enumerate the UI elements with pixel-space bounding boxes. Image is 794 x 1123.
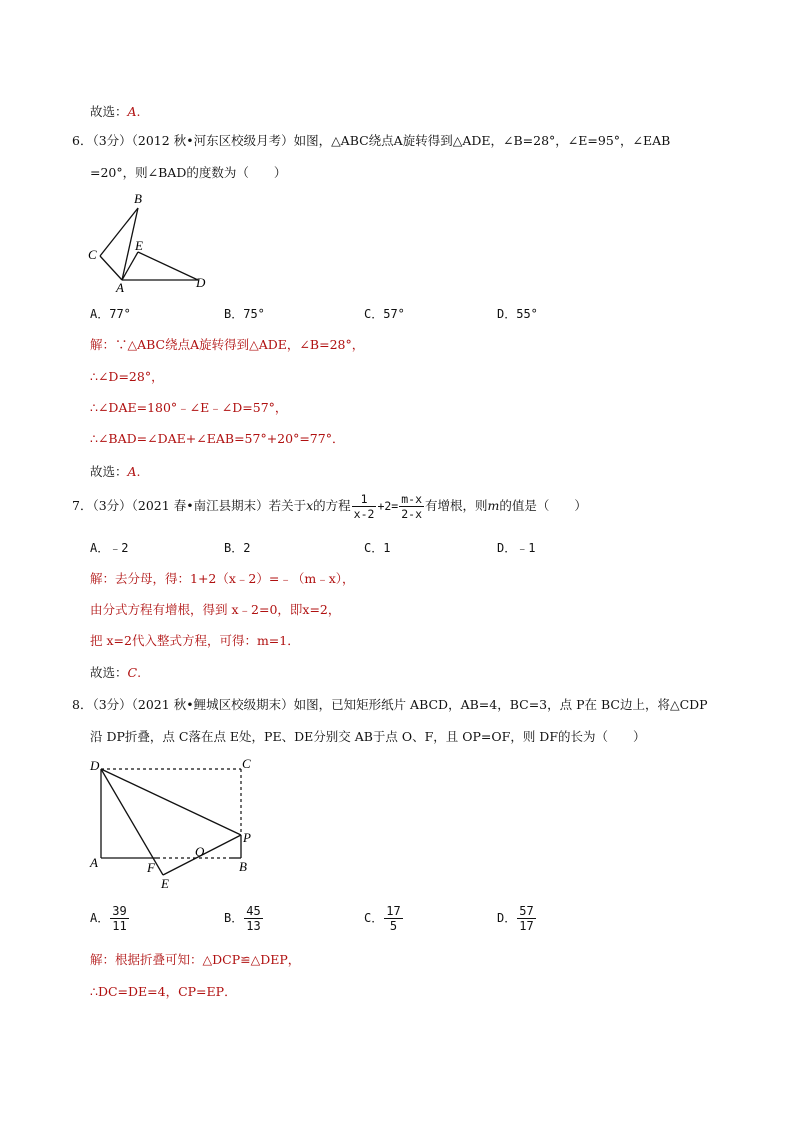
answer-suffix: . (136, 464, 141, 479)
fig8-label-c: C (242, 756, 251, 771)
q6-stem-line1: 6．（3分）（2012 秋•河东区校级月考）如图，△ABC绕点A旋转得到△ADE，∠B=28°，∠E=95°，∠EAB (72, 133, 671, 148)
fig8-label-f: F (147, 860, 155, 875)
q6-solution-line1: 解：∵△ABC绕点A旋转得到△ADE，∠B=28°， (90, 337, 365, 352)
q8-stem-line2: 沿 DP折叠，点 C落在点 E处，PE、DE分别交 AB于点 O、F，且 OP=OF，则 DF的长为（ ） (90, 729, 646, 744)
q6-option-c: C．57° (364, 307, 405, 321)
q6-solution-line3: ∴∠DAE=180°﹣∠E﹣∠D=57°， (90, 400, 288, 415)
q7-fraction-2 (399, 492, 424, 521)
answer-letter: A (127, 464, 137, 479)
fraction-denominator: 2-x (401, 507, 422, 521)
option-fraction (517, 904, 535, 933)
q7-var-m: m (487, 498, 500, 513)
fig8-label-o: O (195, 844, 205, 859)
answer-suffix: . (136, 104, 141, 119)
fig6-label-c: C (88, 247, 97, 262)
q6-figure (80, 188, 220, 296)
q7-stem-post: 有增根，则 (425, 498, 488, 513)
fraction-denominator: 11 (112, 919, 127, 933)
fraction-numerator: 39 (112, 904, 127, 918)
q7-option-a: A．﹣2 (90, 541, 129, 555)
fraction-denominator: 17 (519, 919, 534, 933)
fig8-label-a: A (90, 855, 98, 870)
q6-stem-line2: =20°，则∠BAD的度数为（ ） (90, 165, 287, 180)
fig8-label-b: B (239, 859, 247, 874)
answer-prefix: 故选： (90, 104, 128, 119)
q7-stem-prefix: 7．（3分）（2021 春•南江县期末）若关于 (72, 498, 307, 513)
q8-solution-line1: 解：根据折叠可知：△DCP≌△DEP， (90, 952, 301, 967)
q8-figure (84, 754, 264, 894)
q8-stem-line1: 8．（3分）（2021 秋•鲤城区校级期末）如图，已知矩形纸片 ABCD，AB=4，BC=3，点 P在 BC边上，将△CDP (72, 697, 708, 712)
fig6-label-b: B (134, 191, 142, 206)
option-fraction (110, 904, 128, 933)
fig6-label-e: E (135, 238, 143, 253)
q6-solution-line4: ∴∠BAD=∠DAE+∠EAB=57°+20°=77°． (90, 431, 345, 446)
option-letter: D． (497, 911, 517, 925)
q7-answer-line (90, 665, 141, 681)
option-fraction (384, 904, 402, 933)
q5-answer-line (90, 104, 141, 120)
answer-suffix: . (137, 665, 142, 680)
fig6-label-a: A (116, 280, 124, 295)
fig8-label-d: D (90, 758, 100, 773)
q7-stem-end: 的值是（ ） (499, 498, 587, 513)
q7-var-x: x (306, 498, 314, 513)
q7-option-c: C．1 (364, 541, 391, 555)
q7-option-d: D．﹣1 (497, 541, 536, 555)
fig8-label-p: P (243, 830, 251, 845)
q8-solution-line2: ∴DC=DE=4，CP=EP． (90, 984, 237, 999)
q7-solution-line1: 解：去分母，得：1+2（x﹣2）=﹣（m﹣x）， (90, 571, 355, 586)
q8-option-c (364, 904, 404, 933)
q7-option-b: B．2 (224, 541, 251, 555)
answer-letter: A (127, 104, 137, 119)
fraction-numerator: m-x (401, 492, 422, 506)
fig8-label-e: E (161, 876, 169, 891)
q7-plus: +2= (377, 499, 399, 513)
option-letter: A． (90, 911, 110, 925)
option-letter: B． (224, 911, 244, 925)
q6-option-b: B．75° (224, 307, 265, 321)
q6-answer-line (90, 464, 141, 480)
q7-stem-mid: 的方程 (313, 498, 351, 513)
q6-solution-line2: ∴∠D=28°， (90, 369, 164, 384)
q7-solution-line2: 由分式方程有增根，得到 x﹣2=0，即x=2， (90, 602, 341, 617)
answer-prefix: 故选： (90, 464, 128, 479)
fraction-numerator: 1 (352, 492, 377, 507)
fraction-numerator: 17 (386, 904, 401, 918)
fraction-denominator: 5 (389, 919, 398, 933)
q8-option-a (90, 904, 130, 933)
fraction-numerator: 57 (519, 904, 534, 918)
fraction-denominator: x-2 (353, 507, 375, 521)
q8-option-d (497, 904, 537, 933)
q6-option-d: D．55° (497, 307, 538, 321)
q7-fraction-1 (352, 492, 377, 521)
q8-option-b (224, 904, 264, 933)
q7-solution-line3: 把 x=2代入整式方程，可得：m=1． (90, 633, 300, 648)
answer-letter: C (127, 665, 138, 680)
answer-prefix: 故选： (90, 665, 128, 680)
fraction-denominator: 13 (246, 919, 261, 933)
option-fraction (244, 904, 262, 933)
fraction-numerator: 45 (246, 904, 261, 918)
q6-option-a: A．77° (90, 307, 131, 321)
fig6-label-d: D (196, 275, 206, 290)
option-letter: C． (364, 911, 384, 925)
q7-stem (72, 490, 587, 522)
